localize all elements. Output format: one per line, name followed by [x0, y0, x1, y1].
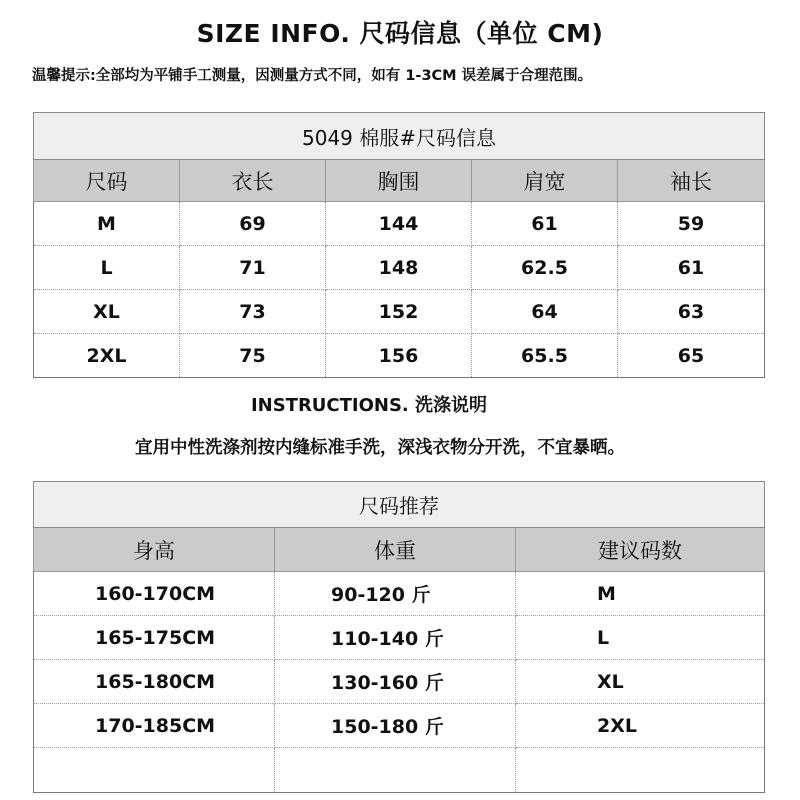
cell-chest: 156	[326, 334, 472, 378]
cell-shoulder: 65.5	[472, 334, 618, 378]
empty-cell	[34, 748, 275, 793]
measurement-note: 温馨提示:全部均为平铺手工测量，因测量方式不同，如有 1-3CM 误差属于合理范围。	[32, 68, 593, 84]
size-recommendation-table	[33, 481, 765, 793]
table-row	[34, 334, 765, 378]
cell-size: M	[34, 202, 180, 246]
size-table-caption: 5049 棉服#尺码信息	[34, 113, 765, 160]
empty-cell	[275, 748, 516, 793]
cell-length: 71	[180, 246, 326, 290]
cell-size: XL	[34, 290, 180, 334]
cell-chest: 148	[326, 246, 472, 290]
cell-sleeve: 59	[618, 202, 765, 246]
cell-height: 170-185CM	[34, 704, 275, 748]
cell-size: 2XL	[34, 334, 180, 378]
cell-size: L	[34, 246, 180, 290]
table-row	[34, 290, 765, 334]
cell-chest: 152	[326, 290, 472, 334]
table-row	[34, 202, 765, 246]
cell-chest: 144	[326, 202, 472, 246]
column-header-shoulder: 肩宽	[472, 160, 618, 202]
cell-recommended-size: M	[516, 572, 765, 616]
table-row	[34, 246, 765, 290]
cell-length: 73	[180, 290, 326, 334]
cell-length: 75	[180, 334, 326, 378]
column-header-sleeve: 袖长	[618, 160, 765, 202]
cell-height: 165-180CM	[34, 660, 275, 704]
table-row	[34, 572, 765, 616]
page-title: SIZE INFO. 尺码信息（单位 CM)	[196, 19, 604, 48]
cell-shoulder: 64	[472, 290, 618, 334]
empty-row	[34, 748, 765, 793]
cell-height: 165-175CM	[34, 616, 275, 660]
cell-sleeve: 63	[618, 290, 765, 334]
table-row	[34, 660, 765, 704]
cell-length: 69	[180, 202, 326, 246]
cell-shoulder: 61	[472, 202, 618, 246]
column-header-height: 身高	[34, 528, 275, 572]
column-header-recommended-size: 建议码数	[516, 528, 765, 572]
cell-weight: 130-160 斤	[275, 660, 516, 704]
column-header-size: 尺码	[34, 160, 180, 202]
recommend-table-caption: 尺码推荐	[34, 482, 765, 528]
empty-cell	[516, 748, 765, 793]
cell-shoulder: 62.5	[472, 246, 618, 290]
cell-sleeve: 61	[618, 246, 765, 290]
column-header-weight: 体重	[275, 528, 516, 572]
size-info-table	[33, 112, 765, 378]
cell-weight: 110-140 斤	[275, 616, 516, 660]
cell-weight: 150-180 斤	[275, 704, 516, 748]
cell-height: 160-170CM	[34, 572, 275, 616]
table-row	[34, 616, 765, 660]
washing-instructions: 宜用中性洗涤剂按内缝标准手洗，深浅衣物分开洗，不宜暴晒。	[135, 438, 625, 458]
column-header-chest: 胸围	[326, 160, 472, 202]
cell-recommended-size: XL	[516, 660, 765, 704]
cell-sleeve: 65	[618, 334, 765, 378]
table-row	[34, 704, 765, 748]
instructions-title: INSTRUCTIONS. 洗涤说明	[250, 395, 488, 416]
cell-recommended-size: L	[516, 616, 765, 660]
cell-recommended-size: 2XL	[516, 704, 765, 748]
cell-weight: 90-120 斤	[275, 572, 516, 616]
column-header-length: 衣长	[180, 160, 326, 202]
